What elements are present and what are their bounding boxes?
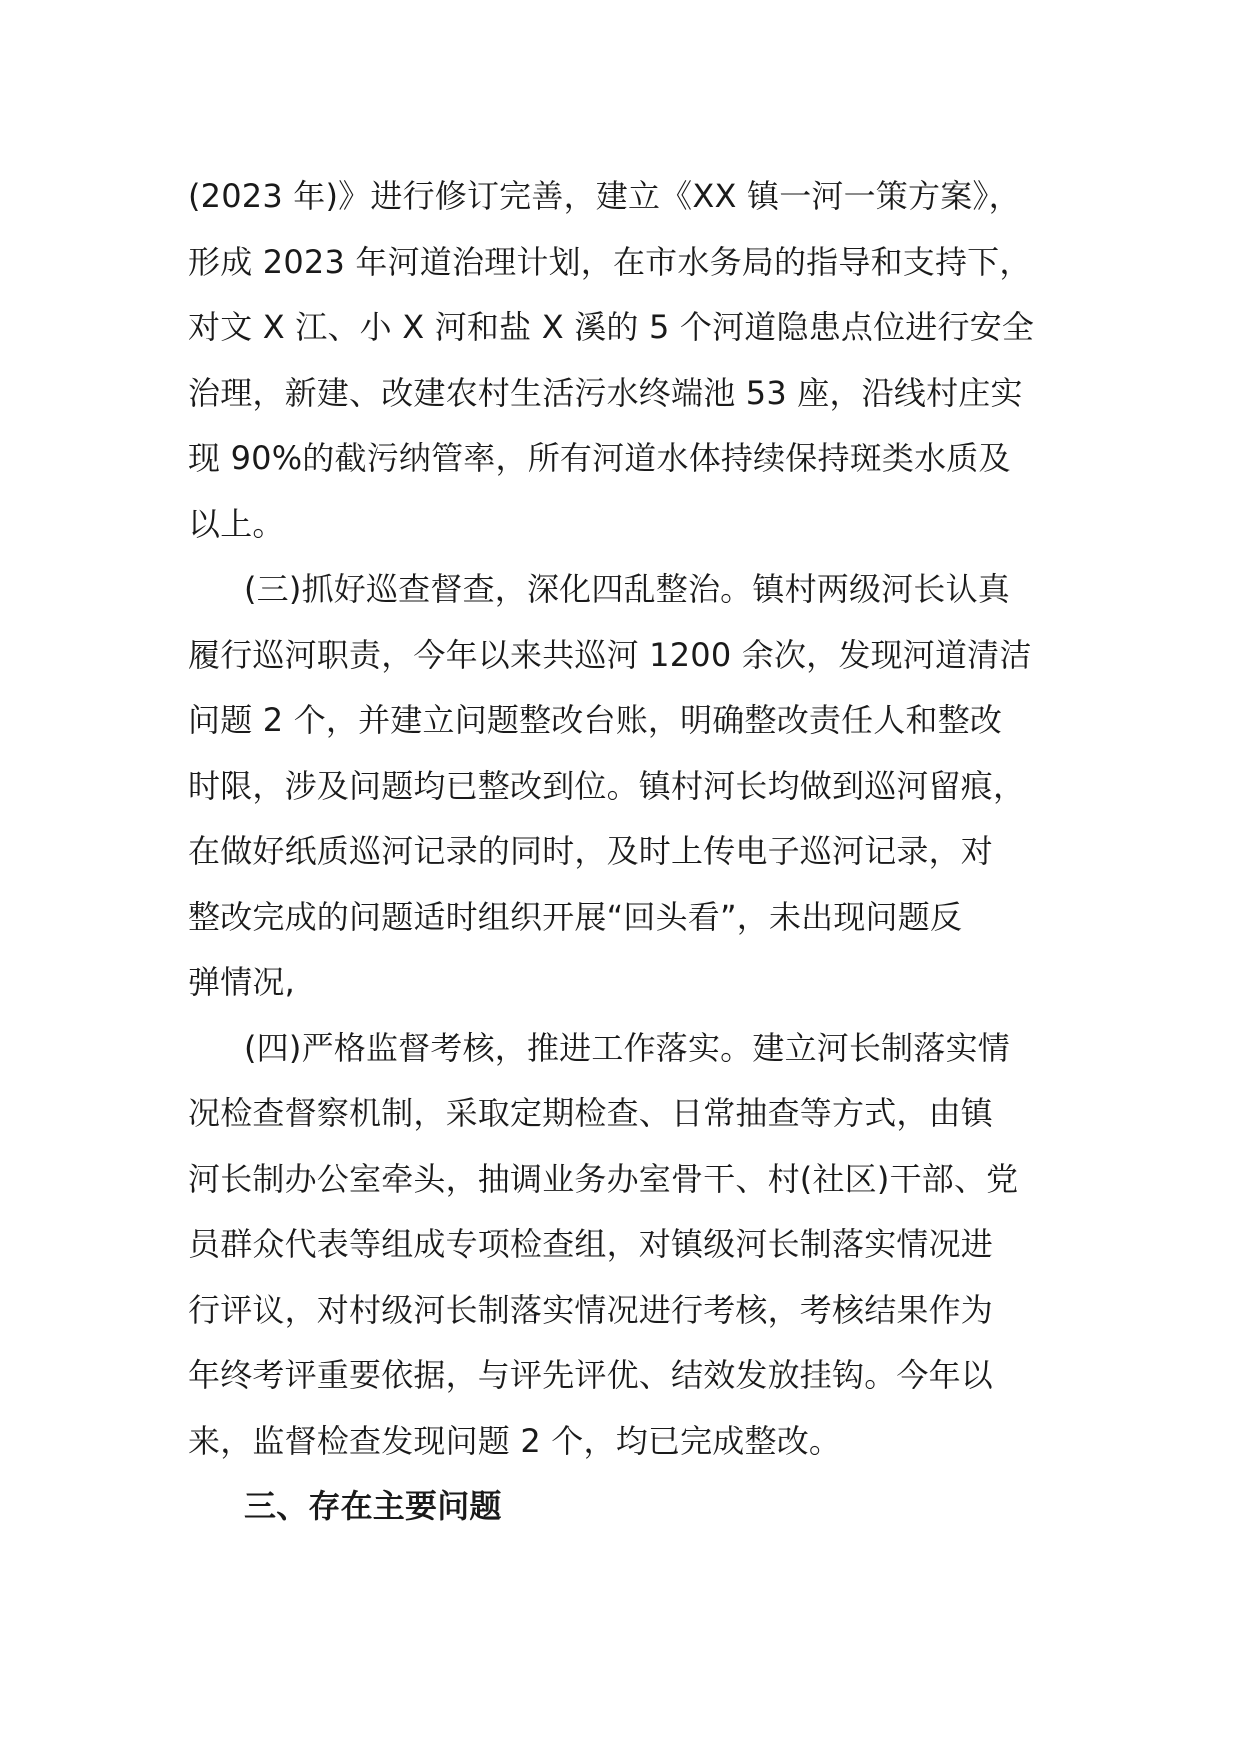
section-heading: 三、存在主要问题 (244, 1487, 502, 1525)
paragraph-first-line: (四)严格监督考核，推进工作落实。建立河长制落实情 (244, 1028, 1010, 1067)
text-line: 履行巡河职责，今年以来共巡河 1200 余次，发现河道清洁 (188, 635, 1032, 674)
text-line: 员群众代表等组成专项检查组，对镇级河长制落实情况进 (188, 1225, 994, 1263)
text-line: 在做好纸质巡河记录的同时，及时上传电子巡河记录，对 (188, 832, 994, 870)
text-line: 问题 2 个，并建立问题整改台账，明确整改责任人和整改 (188, 701, 1003, 739)
text-line: 时限，涉及问题均已整改到位。镇村河长均做到巡河留痕， (188, 766, 1026, 805)
paragraph-inspection (188, 557, 1068, 1016)
paragraph-plan-continued (188, 164, 1068, 557)
text-line: 年终考评重要依据，与评先评优、结效发放挂钩。今年以 (188, 1356, 994, 1394)
text-line: 以上。 (188, 504, 285, 543)
text-line: 整改完成的问题适时组织开展“回头看”，未出现问题反 (188, 897, 963, 936)
paragraph-first-line: (三)抓好巡查督查，深化四乱整治。镇村两级河长认真 (244, 570, 1010, 608)
paragraph-supervision (188, 1016, 1068, 1475)
text-line: 治理，新建、改建农村生活污水终端池 53 座，沿线村庄实 (188, 373, 1023, 412)
text-line: 弹情况, (188, 963, 295, 1001)
text-line: (2023 年)》进行修订完善，建立《XX 镇一河一策方案》， (188, 177, 1021, 215)
text-line: 河长制办公室牵头，抽调业务办室骨干、村(社区)干部、党 (188, 1159, 1019, 1198)
document-body (188, 164, 1068, 1540)
text-line: 形成 2023 年河道治理计划，在市水务局的指导和支持下， (188, 242, 1032, 281)
text-line: 行评议，对村级河长制落实情况进行考核，考核结果作为 (188, 1290, 994, 1329)
text-line: 现 90%的截污纳管率，所有河道水体持续保持斑类水质及 (188, 439, 1011, 477)
text-line: 况检查督察机制，采取定期检查、日常抽查等方式，由镇 (188, 1094, 994, 1132)
text-line: 来，监督检查发现问题 2 个，均已完成整改。 (188, 1421, 842, 1460)
text-line: 对文 X 江、小 X 河和盐 X 溪的 5 个河道隐患点位进行安全 (188, 308, 1035, 346)
